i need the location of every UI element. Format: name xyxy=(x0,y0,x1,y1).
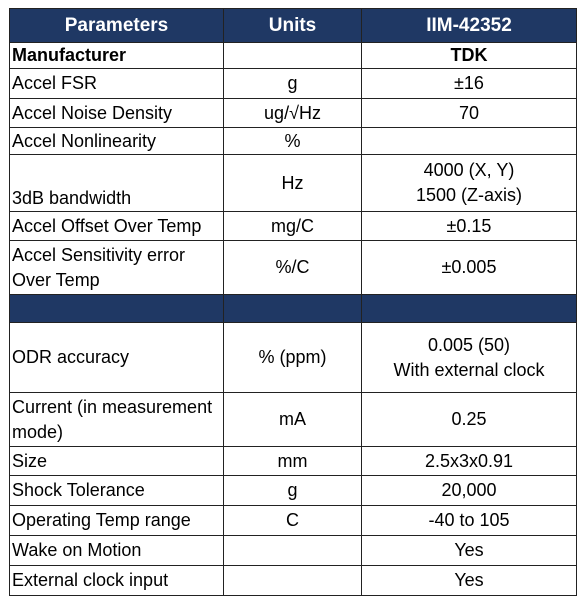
unit-cell: % xyxy=(224,128,362,155)
value-cell xyxy=(362,43,577,69)
value-line: Yes xyxy=(454,570,484,590)
value-cell xyxy=(362,323,577,393)
value-cell xyxy=(362,99,577,128)
separator-cell xyxy=(10,295,224,323)
table-row xyxy=(10,506,577,536)
value-line: ±0.005 xyxy=(441,257,497,277)
param-cell: Size xyxy=(10,447,224,476)
unit-cell: mg/C xyxy=(224,212,362,241)
value-cell xyxy=(362,69,577,99)
unit-cell xyxy=(224,536,362,566)
table-row xyxy=(10,241,577,295)
param-cell: Accel FSR xyxy=(10,69,224,99)
param-cell: Operating Temp range xyxy=(10,506,224,536)
value-line: ±0.15 xyxy=(446,215,492,236)
value-line: 0.005 (50) xyxy=(427,334,511,355)
table-row xyxy=(10,128,577,155)
value-line: 1500 (Z-axis) xyxy=(415,185,523,205)
table-row xyxy=(10,69,577,99)
unit-cell: C xyxy=(224,506,362,536)
param-cell: Wake on Motion xyxy=(10,536,224,566)
value-cell xyxy=(362,536,577,566)
unit-cell: %/C xyxy=(224,241,362,295)
table-row xyxy=(10,99,577,128)
table-row xyxy=(10,393,577,447)
table-row xyxy=(10,476,577,506)
unit-cell xyxy=(224,43,362,69)
spec-table xyxy=(9,8,577,596)
value-cell xyxy=(362,128,577,155)
value-line: 4000 (X, Y) xyxy=(423,160,515,180)
param-cell: Shock Tolerance xyxy=(10,476,224,506)
table-row xyxy=(10,155,577,212)
unit-cell: Hz xyxy=(224,155,362,212)
param-cell: 3dB bandwidth xyxy=(10,155,224,212)
value-line: TDK xyxy=(450,45,488,65)
value-line: 70 xyxy=(458,102,480,123)
value-line: 0.25 xyxy=(451,409,487,429)
value-line: With external clock xyxy=(393,359,545,380)
table-row xyxy=(10,323,577,393)
param-cell: Current (in measurement mode) xyxy=(10,393,224,447)
unit-cell: mA xyxy=(224,393,362,447)
table-row xyxy=(10,566,577,596)
table-row xyxy=(10,536,577,566)
header-row xyxy=(10,9,577,43)
value-line: -40 to 105 xyxy=(428,510,510,530)
header-units: Units xyxy=(224,9,362,43)
separator-cell xyxy=(224,295,362,323)
value-cell xyxy=(362,241,577,295)
unit-cell: g xyxy=(224,69,362,99)
param-cell: External clock input xyxy=(10,566,224,596)
unit-cell xyxy=(224,566,362,596)
unit-cell: mm xyxy=(224,447,362,476)
value-line: Yes xyxy=(454,540,484,560)
param-cell: Accel Nonlinearity xyxy=(10,128,224,155)
header-parameters: Parameters xyxy=(10,9,224,43)
unit-cell: ug/√Hz xyxy=(224,99,362,128)
param-cell: Manufacturer xyxy=(10,43,224,69)
value-cell xyxy=(362,566,577,596)
value-cell xyxy=(362,393,577,447)
separator-cell xyxy=(362,295,577,323)
value-line: 20,000 xyxy=(441,480,497,500)
table-row xyxy=(10,43,577,69)
value-line: 2.5x3x0.91 xyxy=(424,450,514,471)
separator-row xyxy=(10,295,577,323)
value-cell xyxy=(362,212,577,241)
value-cell xyxy=(362,447,577,476)
param-cell: Accel Sensitivity error Over Temp xyxy=(10,241,224,295)
param-cell: ODR accuracy xyxy=(10,323,224,393)
table-row xyxy=(10,212,577,241)
unit-cell: % (ppm) xyxy=(224,323,362,393)
value-cell xyxy=(362,476,577,506)
table-row xyxy=(10,447,577,476)
param-cell: Accel Noise Density xyxy=(10,99,224,128)
value-cell xyxy=(362,155,577,212)
value-line: ±16 xyxy=(454,73,484,93)
unit-cell: g xyxy=(224,476,362,506)
header-device: IIM-42352 xyxy=(362,9,577,43)
value-cell xyxy=(362,506,577,536)
param-cell: Accel Offset Over Temp xyxy=(10,212,224,241)
